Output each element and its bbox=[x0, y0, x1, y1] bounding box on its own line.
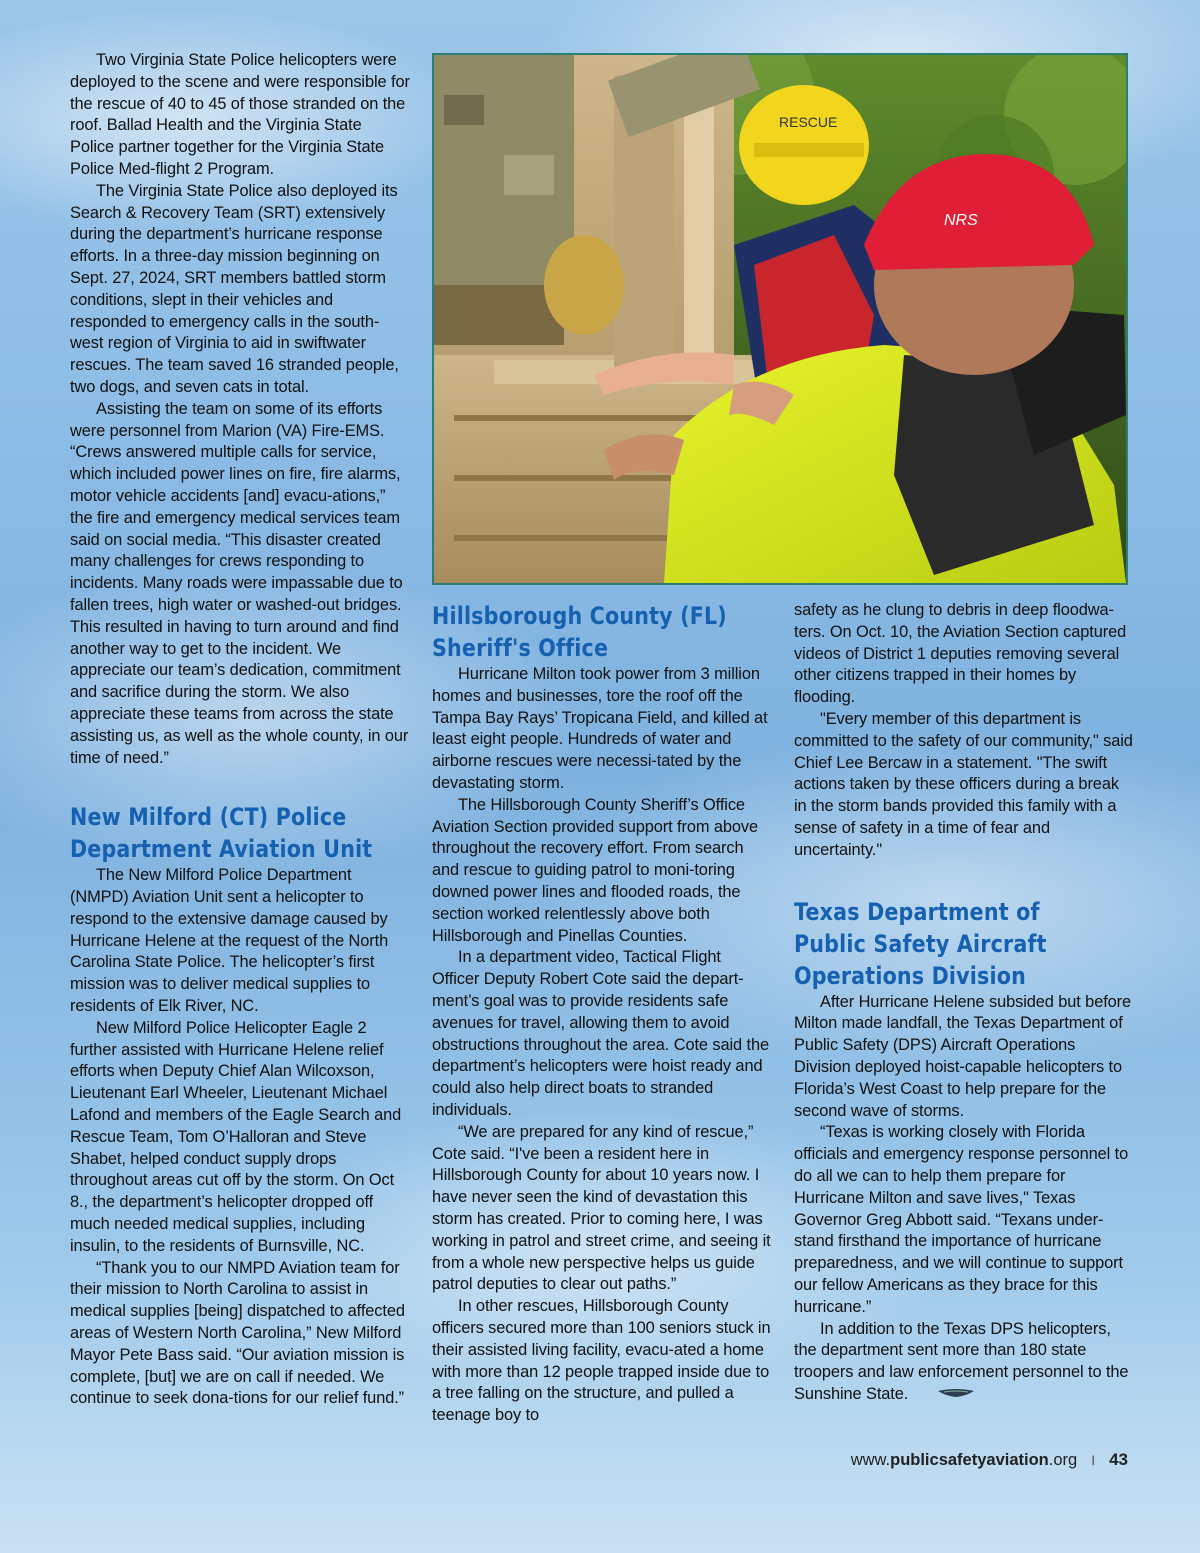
paragraph: “Texas is working closely with Florida officials and emergency response personnel to do all we can to help them prepare for Hurricane Milton and save lives," Texas Governor Greg Abbott said. “Texans under-stand firsthand the importance of hurricane preparedness, and we will continue to support our fellow Americans as they brace for this hurricane.” bbox=[794, 1123, 1129, 1316]
page-footer bbox=[851, 1450, 1128, 1470]
section-heading-texas-dps bbox=[794, 896, 1086, 992]
paragraph: In a department video, Tactical Flight Officer Deputy Robert Cote said the depart-ment’s goal was to provide residents safe avenues for travel, allowing them to avoid obstructions throughout the area. Cote said the department’s helicopters were hoist ready and could also help direct boats to stranded individuals. bbox=[432, 948, 769, 1119]
heading-line: Texas Department of bbox=[794, 897, 1040, 926]
paragraph: Two Virginia State Police helicopters were deployed to the scene and were responsible for the rescue of 40 to 45 of those stranded on the roof. Ballad Health and the Virginia State Police partner together for the Virginia State Police Med-flight 2 Program. bbox=[70, 51, 410, 178]
article-column-3 bbox=[794, 600, 1134, 1406]
url-prefix: www. bbox=[850, 1451, 891, 1469]
paragraph: New Milford Police Helicopter Eagle 2 further assisted with Hurricane Helene relief efforts when Deputy Chief Alan Wilcoxson, Lieutenant Earl Wheeler, Lieutenant Michael Lafond and members of the Eagle Search and Rescue Team, Tom O’Halloran and Steve Shabet, helped conduct supply drops throughout areas cut off by the storm. On Oct 8., the department’s helicopter dropped off much needed medical supplies, including insulin, to the residents of Burnsville, NC. bbox=[70, 1018, 402, 1255]
paragraph: Hurricane Milton took power from 3 million homes and businesses, tore the roof off the Tampa Bay Rays’ Tropicana Field, and killed at least eight people. Hundreds of water and airborne rescues were necessi-tated by the devastating storm. bbox=[432, 665, 768, 792]
url-domain: publicsafetyaviation bbox=[890, 1451, 1049, 1469]
article-column-1 bbox=[70, 50, 410, 1410]
paragraph: The New Milford Police Department (NMPD) Aviation Unit sent a helicopter to respond to the extensive damage caused by Hurricane Helene at the request of the North Carolina State Police. The helicopter’s first mission was to deliver medical supplies to residents of Elk River, NC. bbox=[70, 866, 389, 1016]
paragraph: The Hillsborough County Sheriff’s Office Aviation Section provided support from above throughout the recovery effort. From search and rescue to guiding patrol to moni-toring downed power lines and flooded roads, the section worked relentlessly above both Hillsborough and Pinellas Counties. bbox=[432, 795, 759, 945]
paragraph: Assisting the team on some of its efforts were personnel from Marion (VA) Fire-EMS. “Crews answered multiple calls for service, which included power lines on fire, fire alarms, motor vehicle accidents [and] evacu-ations,” the fire and emergency medical services team said on social media. “This disaster created many challenges for crews responding to incidents. Many roads were impassable due to fallen trees, high water or washed-out bridges. This resulted in having to turn around and find another way to get to the incident. We appreciate our team’s dedication, commitment and sacrifice during the storm. We also appreciate these teams from across the state assisting us, as well as the whole county, in our time of need.” bbox=[70, 399, 409, 767]
paragraph: “We are prepared for any kind of rescue,” Cote said. “I've been a resident here in Hillsborough County for about 10 years now. I have never seen the kind of devastation this storm has created. Prior to coming here, I was working in patrol and street crime, and seeing it from a whole new perspective helps us guide patrol deputies to clear out paths.” bbox=[432, 1122, 771, 1294]
heading-line: Public Safety Aircraft bbox=[794, 929, 1047, 958]
paragraph-text: In addition to the Texas DPS helicopters, the department sent more than 180 state troopers and law enforcement personnel to the Sunshine State. bbox=[794, 1319, 1129, 1404]
rescue-photo bbox=[432, 53, 1128, 585]
paragraph: “Thank you to our NMPD Aviation team for their mission to North Carolina to assist in medical supplies [being] dispatched to affected areas of Western North Carolina,” New Milford Mayor Pete Bass said. “Our aviation mission is complete, [but] we are on call if needed. We continue to seek dona-tions for our relief fund.” bbox=[70, 1258, 405, 1408]
paragraph: safety as he clung to debris in deep floodwa-ters. On Oct. 10, the Aviation Section captured videos of District 1 deputies removing several other citizens trapped in their homes by flooding. bbox=[794, 601, 1127, 707]
helmet-yellow-label: RESCUE bbox=[779, 114, 838, 130]
section-heading-new-milford bbox=[70, 801, 373, 865]
page-number: 43 bbox=[1109, 1450, 1128, 1469]
paragraph: "Every member of this department is committed to the safety of our community," said Chief Lee Bercaw in a statement. "The swift actions taken by these officers during a break in the storm bands provided this family with a sense of safety in a time of fear and uncertainty." bbox=[794, 709, 1133, 859]
end-mark-icon bbox=[910, 1384, 976, 1406]
helmet-red-label: NRS bbox=[944, 212, 978, 229]
article-column-2 bbox=[432, 600, 772, 1427]
paragraph-final bbox=[794, 1319, 1134, 1406]
rescue-photo-illustration bbox=[434, 55, 1126, 583]
website-url[interactable] bbox=[851, 1451, 1078, 1469]
section-heading-hillsborough bbox=[432, 600, 727, 664]
url-suffix: .org bbox=[1048, 1451, 1078, 1469]
heading-line: Department Aviation Unit bbox=[70, 835, 373, 864]
heading-line: Operations Division bbox=[794, 961, 1026, 990]
footer-separator: I bbox=[1091, 1452, 1096, 1468]
paragraph: After Hurricane Helene subsided but before Milton made landfall, the Texas Department of Public Safety (DPS) Aircraft Operations Division deployed hoist-capable helicopters to Florida’s West Coast to help prepare for the second wave of storms. bbox=[794, 992, 1132, 1120]
paragraph: In other rescues, Hillsborough County officers secured more than 100 seniors stuck in their assisted living facility, evacu-ated a home with more than 12 people trapped inside due to a tree falling on the structure, and pulled a teenage boy to bbox=[432, 1297, 771, 1425]
heading-line: New Milford (CT) Police bbox=[70, 803, 347, 832]
paragraph: The Virginia State Police also deployed its Search & Recovery Team (SRT) extensively during the department’s hurricane response efforts. In a three-day mission beginning on Sept. 27, 2024, SRT members battled storm conditions, slept in their vehicles and responded to emergency calls in the south-west region of Virginia to aid in swiftwater rescues. The team saved 16 stranded people, two dogs, and seven cats in total. bbox=[70, 181, 399, 396]
heading-line: Sheriff's Office bbox=[432, 634, 609, 662]
heading-line: Hillsborough County (FL) bbox=[432, 602, 727, 630]
